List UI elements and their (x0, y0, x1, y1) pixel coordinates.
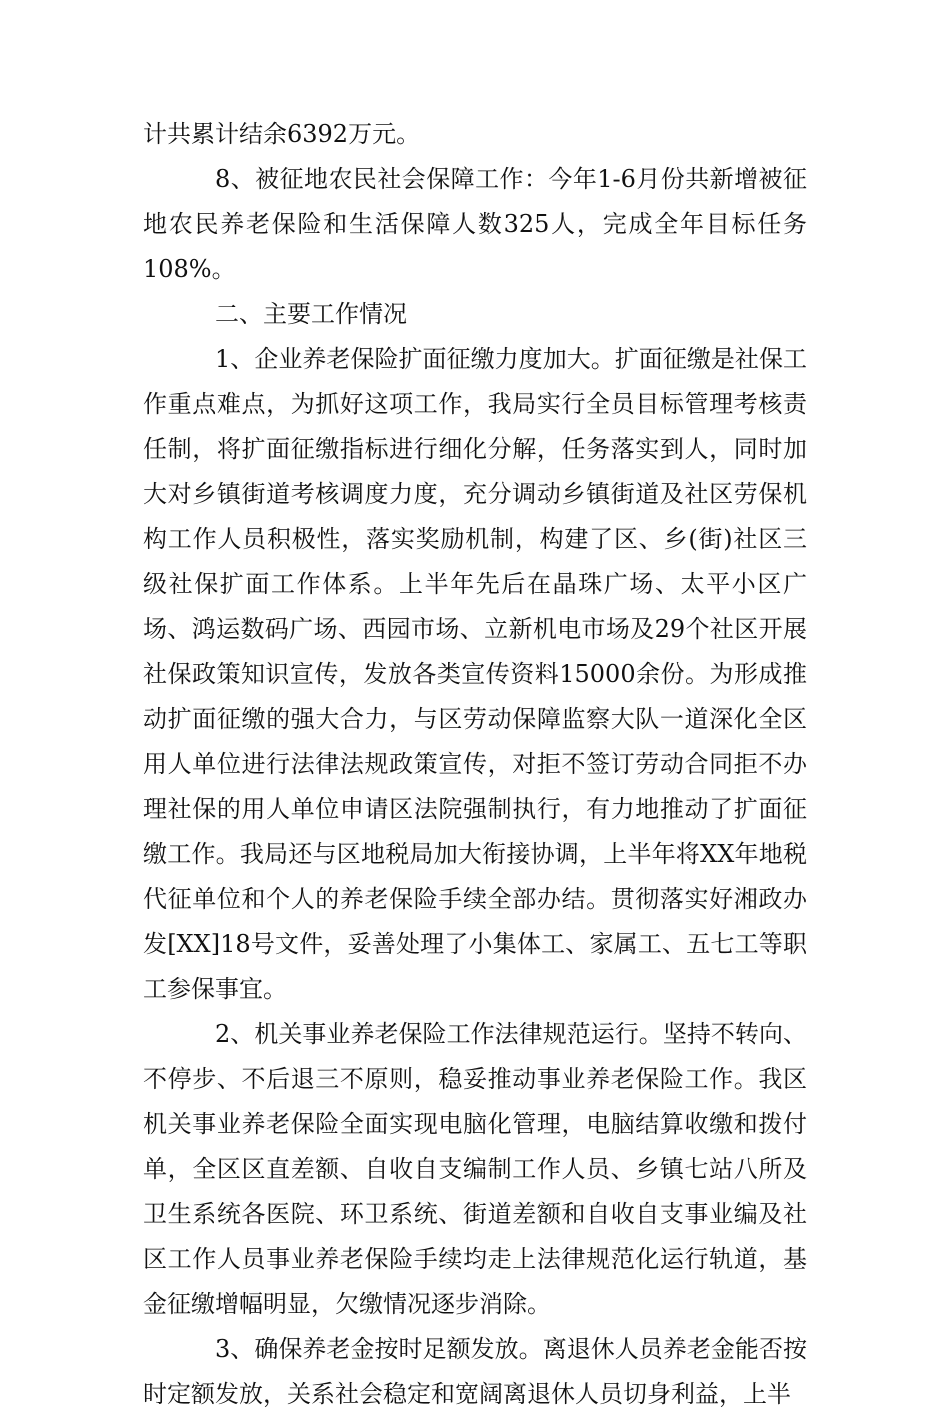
paragraph-item-8: 8、被征地农民社会保障工作：今年1-6月份共新增被征地农民养老保险和生活保障人数325人，完成全年目标任务108%。 (143, 165, 807, 283)
section-heading-main-work: 二、主要工作情况 (215, 300, 407, 328)
paragraph-work-1: 1、企业养老保险扩面征缴力度加大。扩面征缴是社保工作重点难点，为抓好这项工作，我局实行全员目标管理考核责任制，将扩面征缴指标进行细化分解，任务落实到人，同时加大对乡镇街道考核调度力度，充分调动乡镇街道及社区劳保机构工作人员积极性，落实奖励机制，构建了区、乡(街)社区三级社保扩面工作体系。上半年先后在晶珠广场、太平小区广场、鸿运数码广场、西园市场、立新机电市场及29个社区开展社保政策知识宣传，发放各类宣传资料15000余份。为形成推动扩面征缴的强大合力，与区劳动保障监察大队一道深化全区用人单位进行法律法规政策宣传，对拒不签订劳动合同拒不办理社保的用人单位申请区法院强制执行，有力地推动了扩面征缴工作。我局还与区地税局加大衔接协调，上半年将XX年地税代征单位和个人的养老保险手续全部办结。贯彻落实好湘政办发[XX]18号文件，妥善处理了小集体工、家属工、五七工等职工参保事宜。 (143, 345, 807, 1003)
paragraph-balance-tail: 计共累计结余6392万元。 (143, 120, 421, 148)
paragraph-work-2: 2、机关事业养老保险工作法律规范运行。坚持不转向、不停步、不后退三不原则，稳妥推动事业养老保险工作。我区机关事业养老保险全面实现电脑化管理，电脑结算收缴和拨付单，全区区直差额、自收自支编制工作人员、乡镇七站八所及卫生系统各医院、环卫系统、街道差额和自收自支事业编及社区工作人员事业养老保险手续均走上法律规范化运行轨道，基金征缴增幅明显，欠缴情况逐步消除。 (143, 1020, 807, 1318)
document-body (143, 112, 807, 1417)
paragraph-work-3: 3、确保养老金按时足额发放。离退休人员养老金能否按时定额发放，关系社会稳定和宽阔离退休人员切身利益，上半 (143, 1335, 807, 1408)
